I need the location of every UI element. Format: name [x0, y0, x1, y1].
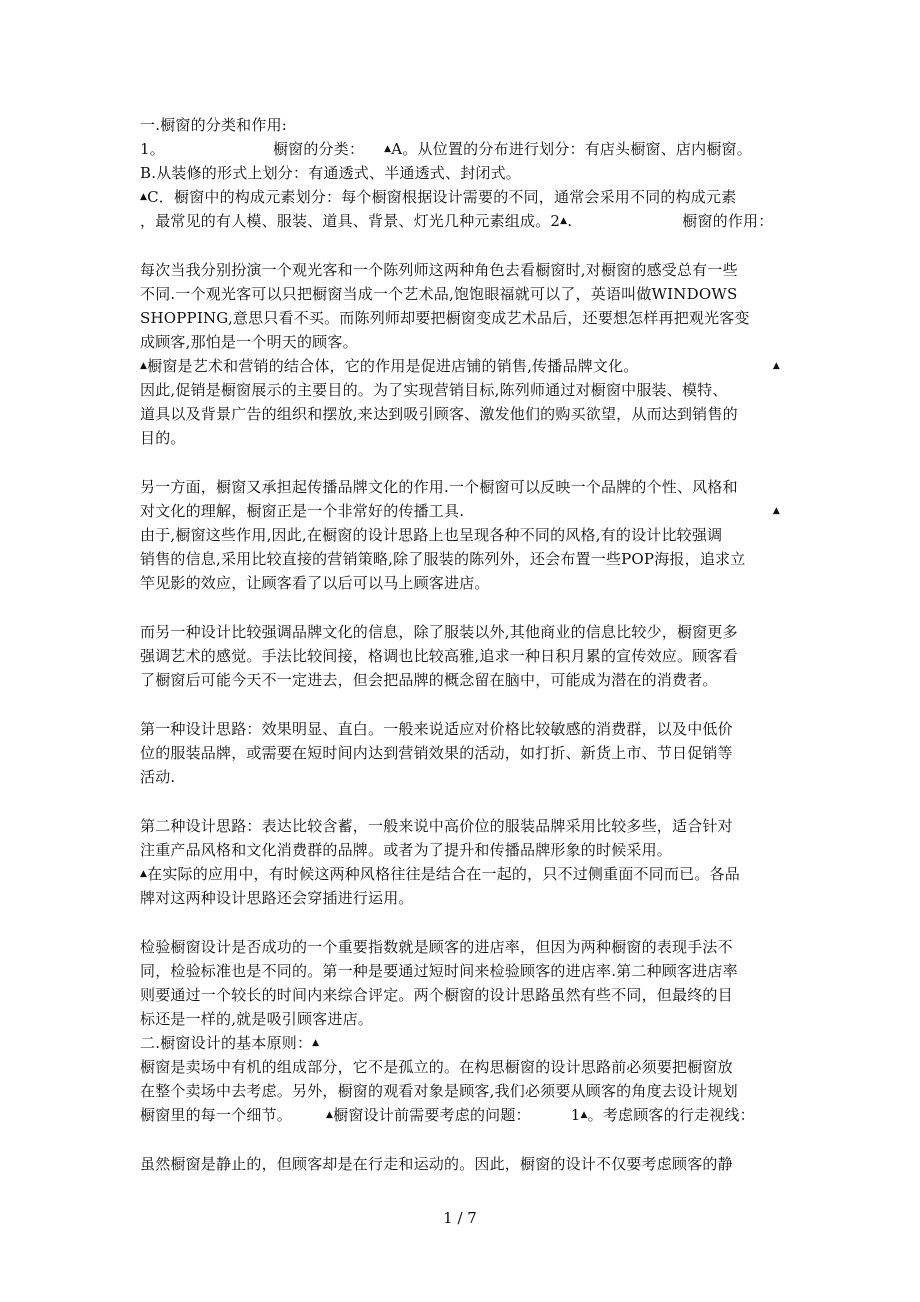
text-line: 因此,促销是橱窗展示的主要目的。为了实现营销目标,陈列师通过对橱窗中服装、模特、 — [140, 381, 728, 399]
text-line: 每次当我分别扮演一个观光客和一个陈列师这两种角色去看橱窗时,对橱窗的感受总有一些 — [140, 261, 738, 279]
text-line: 活动. — [140, 768, 176, 786]
text-line: 销售的信息,采用比较直接的营销策略,除了服装的陈列外，还会布置一些POP海报，追求立 — [140, 550, 746, 568]
text-line: 虽然橱窗是静止的，但顾客却是在行走和运动的。因此，橱窗的设计不仅要考虑顾客的静 — [140, 1155, 733, 1173]
text-line: 成顾客,那怕是一个明天的顾客。 — [140, 333, 358, 351]
text-line: 检验橱窗设计是否成功的一个重要指数就是顾客的进店率，但因为两种橱窗的表现手法不 — [140, 938, 733, 956]
text-line: B.从装修的形式上划分：有通透式、半通透式、封闭式。 — [140, 164, 521, 182]
text-line: 牌对这两种设计思路还会穿插进行运用。 — [140, 889, 414, 907]
text-line: 道具以及背景广告的组织和摆放,来达到吸引顾客、激发他们的购买欲望，从而达到销售的 — [140, 405, 738, 423]
text-line: 则要通过一个较长的时间内来综合评定。两个橱窗的设计思路虽然有些不同，但最终的目 — [140, 986, 733, 1004]
text-line: 强调艺术的感觉。手法比较间接，格调也比较高雅,追求一种日积月累的宣传效应。顾客看 — [140, 647, 738, 665]
text-line: 橱窗里的每一个细节。 ▲橱窗设计前需要考虑的问题： 1▲。考虑顾客的行走视线： — [140, 1106, 755, 1124]
text-line: 不同.一个观光客可以只把橱窗当成一个艺术品,饱饱眼福就可以了，英语叫做WINDOWS — [140, 285, 738, 303]
triangle-mark-icon: ▲ — [580, 1110, 588, 1120]
section-heading: 二.橱窗设计的基本原则：▲ — [140, 1034, 320, 1052]
text-line: 而另一种设计比较强调品牌文化的信息，除了服装以外,其他商业的信息比较少，橱窗更多 — [140, 623, 738, 641]
text-line: 目的。 — [140, 429, 186, 447]
text-line: 位的服装品牌，或需要在短时间内达到营销效果的活动，如打折、新货上市、节日促销等 — [140, 744, 733, 762]
text-line: 另一方面，橱窗又承担起传播品牌文化的作用.一个橱窗可以反映一个品牌的个性、风格和 — [140, 478, 738, 496]
triangle-mark-icon: ▲ — [560, 216, 568, 226]
triangle-mark-icon: ▲ — [140, 192, 148, 202]
text-line: 橱窗是卖场中有机的组成部分，它不是孤立的。在构思橱窗的设计思路前必须要把橱窗放 — [140, 1058, 733, 1076]
text-line: 竿见影的效应，让顾客看了以后可以马上顾客进店。 — [140, 574, 490, 592]
text-line: ▲橱窗是艺术和营销的结合体，它的作用是促进店铺的销售,传播品牌文化。 ▲ — [140, 357, 780, 375]
triangle-mark-icon: ▲ — [140, 361, 148, 371]
text-line: ，最常见的有人模、服装、道具、背景、灯光几种元素组成。2▲. 橱窗的作用： — [140, 212, 774, 230]
text-line: 注重产品风格和文化消费群的品牌。或者为了提升和传播品牌形象的时候采用。 — [140, 841, 673, 859]
text-line: 1。 橱窗的分类： ▲A。从位置的分布进行划分：有店头橱窗、店内橱窗。 — [140, 140, 752, 158]
text-line: 同，检验标准也是不同的。第一种是要通过短时间来检验顾客的进店率.第二种顾客进店率 — [140, 962, 738, 980]
text-line: 第二种设计思路：表达比较含蓄，一般来说中高价位的服装品牌采用比较多些，适合针对 — [140, 817, 733, 835]
text-line: 一.橱窗的分类和作用: — [140, 116, 288, 134]
text-line: 了橱窗后可能今天不一定进去，但会把品牌的概念留在脑中，可能成为潜在的消费者。 — [140, 671, 718, 689]
triangle-mark-icon: ▲ — [140, 869, 148, 879]
triangle-mark-icon: ▲ — [326, 1110, 334, 1120]
text-line: 在整个卖场中去考虑。另外，橱窗的观看对象是顾客,我们必须要从顾客的角度去设计规划 — [140, 1082, 738, 1100]
triangle-mark-icon: ▲ — [312, 1038, 320, 1048]
text-line: ▲C．橱窗中的构成元素划分：每个橱窗根据设计需要的不同，通常会采用不同的构成元素 — [140, 188, 737, 206]
text-line: 第一种设计思路：效果明显、直白。一般来说适应对价格比较敏感的消费群，以及中低价 — [140, 720, 733, 738]
text-line: 对文化的理解，橱窗正是一个非常好的传播工具. ▲ — [140, 502, 780, 520]
triangle-mark-icon: ▲ — [384, 144, 392, 154]
text-line: 由于,橱窗这些作用,因此,在橱窗的设计思路上也呈现各种不同的风格,有的设计比较强调 — [140, 526, 723, 544]
page-number: 1 / 7 — [443, 1209, 477, 1227]
text-line: ▲在实际的应用中，有时候这两种风格往往是结合在一起的，只不过侧重面不同而已。各品 — [140, 865, 740, 883]
text-line: SHOPPING,意思只看不买。而陈列师却要把橱窗变成艺术品后，还要想怎样再把观光客变 — [140, 309, 750, 327]
triangle-mark-icon: ▲ — [772, 361, 780, 371]
text-line: 标还是一样的,就是吸引顾客进店。 — [140, 1010, 373, 1028]
triangle-mark-icon: ▲ — [772, 506, 780, 516]
